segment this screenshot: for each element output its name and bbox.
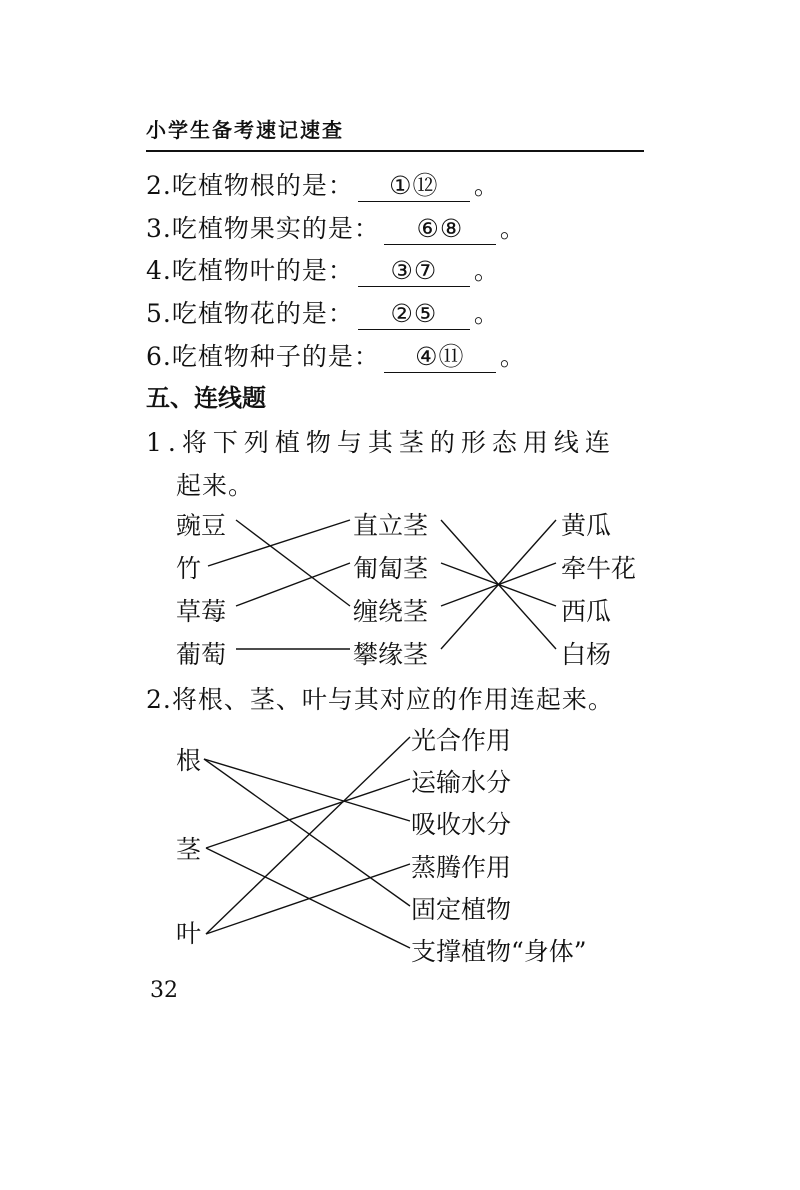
answer-blank: ①⑫ [358, 171, 470, 202]
q1-instruction-line1: 1.将下列植物与其茎的形态用线连 [146, 428, 616, 457]
q1-stem-twining: 缠绕茎 [353, 597, 429, 626]
q1-instruction-line2: 起来。 [176, 471, 255, 500]
q2-instruction: 2.将根、茎、叶与其对应的作用连起来。 [146, 685, 614, 714]
line-leaf-transpiration [206, 864, 410, 934]
fill-item-suffix: 。 [473, 256, 500, 285]
page-number: 32 [150, 978, 178, 1003]
q1-plant-poplar: 白杨 [561, 640, 612, 669]
q2-leaf: 叶 [176, 919, 202, 948]
q1-stem-climbing: 攀缘茎 [353, 640, 429, 669]
answer-blank: ④⑪ [384, 342, 496, 373]
line-stem-support [206, 848, 410, 948]
q2-function-transport-water: 运输水分 [411, 768, 512, 797]
q1-stem-creeping: 匍匐茎 [353, 554, 429, 583]
line-root-anchor [204, 759, 410, 906]
q1-plant-cucumber: 黄瓜 [561, 511, 612, 540]
q2-function-photosynthesis: 光合作用 [411, 726, 512, 755]
fill-item-prefix: 3.吃植物果实的是： [146, 214, 380, 243]
q1-plant-watermelon: 西瓜 [561, 597, 612, 626]
line-leaf-photosynthesis [206, 737, 410, 934]
q1-stem-upright: 直立茎 [353, 511, 429, 540]
section-heading: 五、连线题 [146, 384, 266, 412]
q2-function-anchor-plant: 固定植物 [411, 895, 512, 924]
fill-item-prefix: 2.吃植物根的是： [146, 171, 354, 200]
fill-item-suffix: 。 [499, 214, 526, 243]
line-stem-transport [206, 779, 410, 848]
answer-blank: ⑥⑧ [384, 214, 496, 245]
book-title: 小学生备考速记速查 [146, 118, 344, 142]
q2-stem: 茎 [176, 835, 202, 864]
q1-plant-morning-glory: 牵牛花 [561, 554, 637, 583]
q1-plant-bamboo: 竹 [176, 554, 202, 583]
line-pea-twining [236, 520, 350, 606]
q2-function-support-body: 支撑植物“身体” [411, 937, 587, 966]
line-strawberry-creeping [236, 563, 350, 606]
answer-blank: ③⑦ [358, 256, 470, 287]
fill-item-suffix: 。 [473, 171, 500, 200]
answer-blank: ②⑤ [358, 299, 470, 330]
fill-item-suffix: 。 [499, 342, 526, 371]
q1-plant-grape: 葡萄 [176, 640, 227, 669]
fill-item-prefix: 4.吃植物叶的是： [146, 256, 354, 285]
q2-function-absorb-water: 吸收水分 [411, 810, 512, 839]
q2-function-transpiration: 蒸腾作用 [411, 853, 512, 882]
fill-item-suffix: 。 [473, 299, 500, 328]
q1-plant-strawberry: 草莓 [176, 597, 227, 626]
line-bamboo-upright [208, 520, 350, 566]
fill-item-prefix: 6.吃植物种子的是： [146, 342, 380, 371]
q2-root: 根 [176, 746, 202, 775]
q1-plant-pea: 豌豆 [176, 511, 227, 540]
fill-item-prefix: 5.吃植物花的是： [146, 299, 354, 328]
